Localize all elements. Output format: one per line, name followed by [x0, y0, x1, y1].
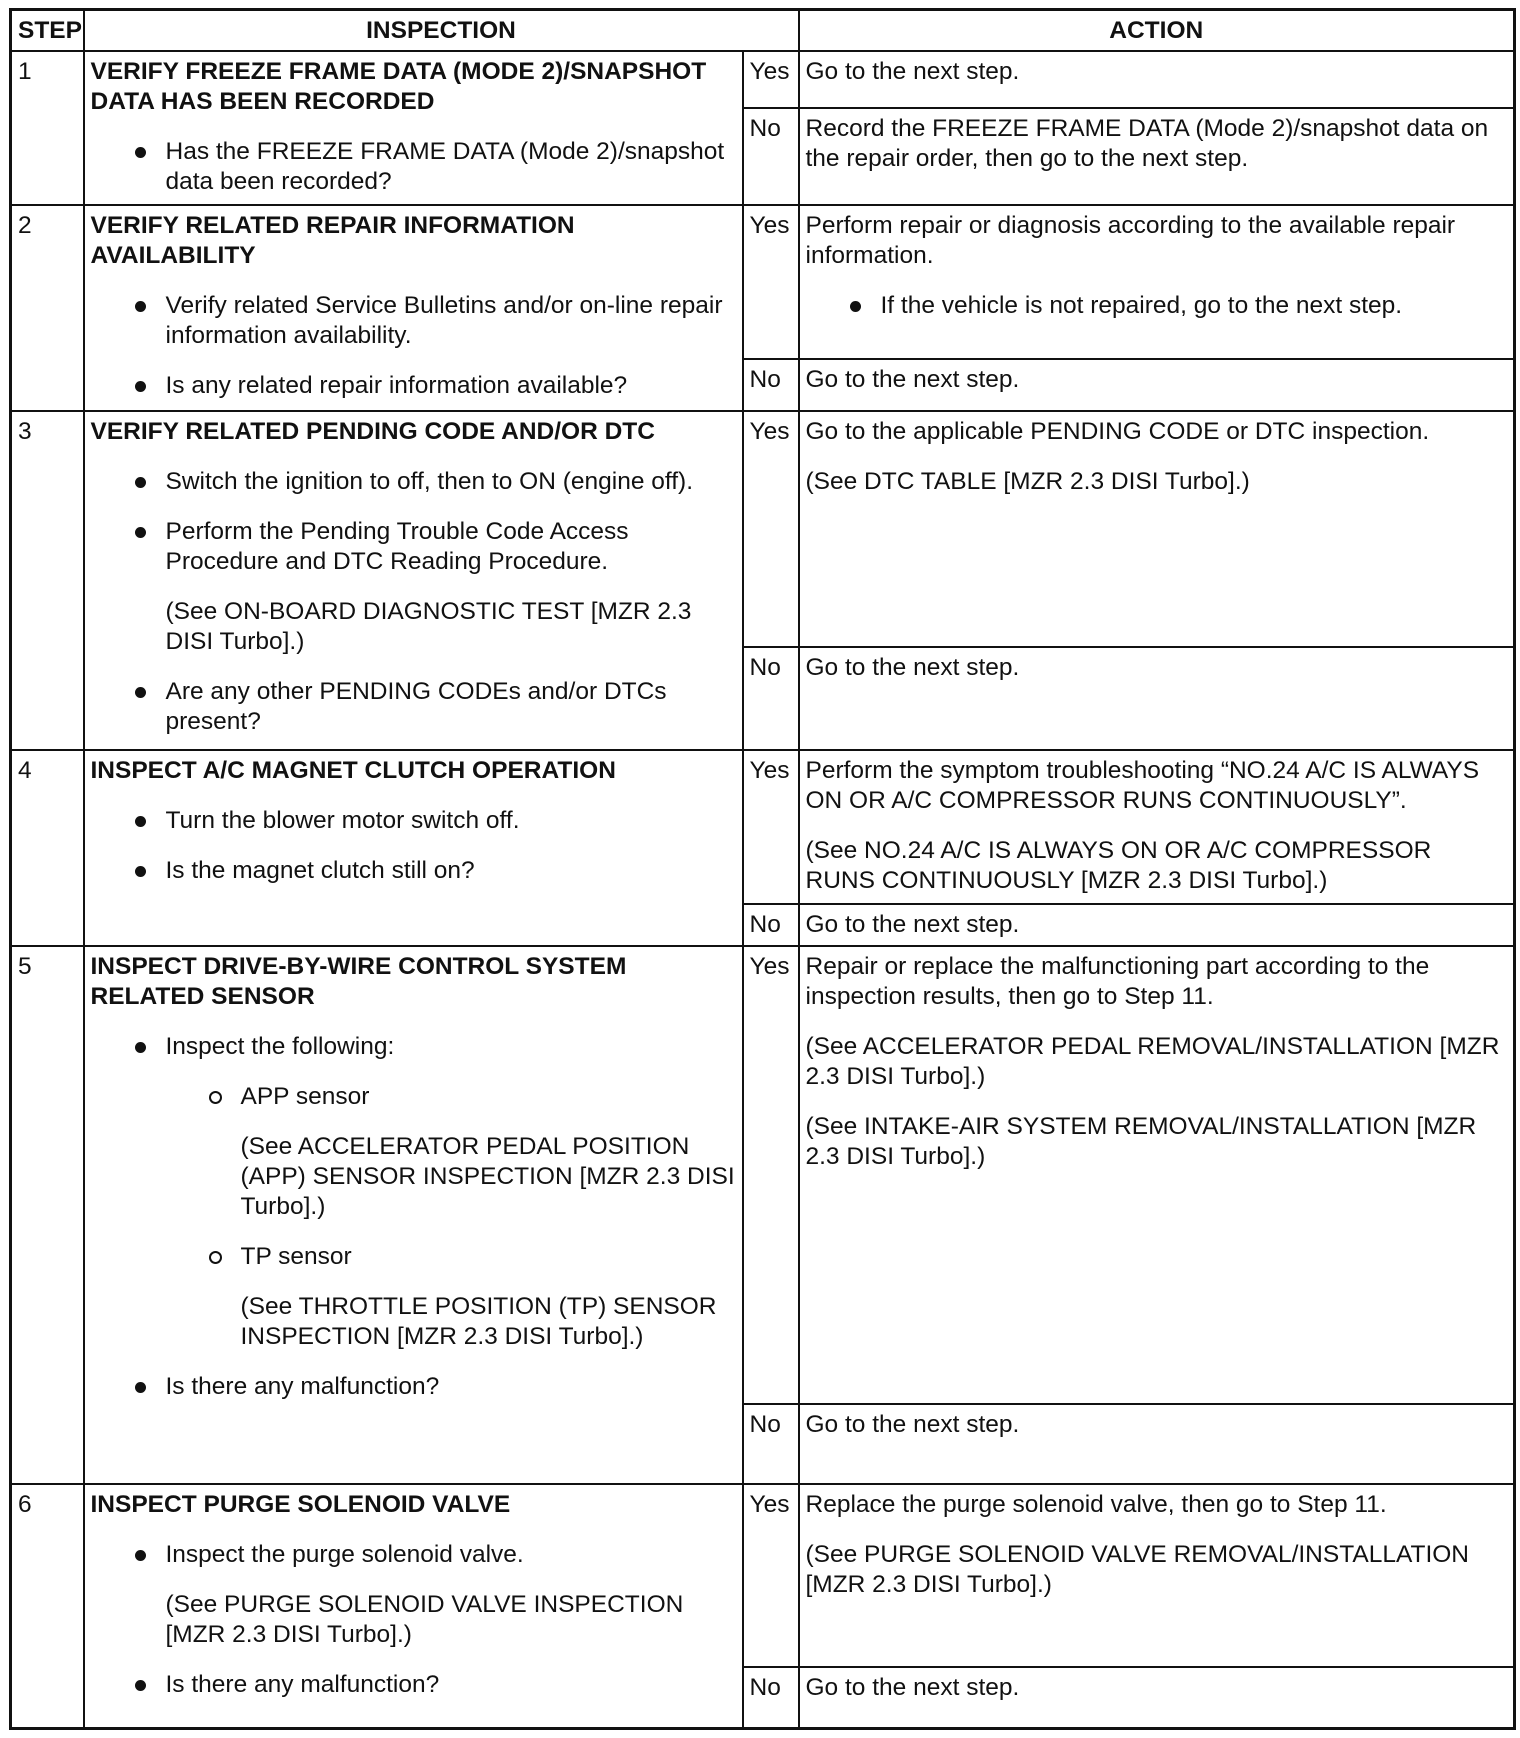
action-note: (See NO.24 A/C IS ALWAYS ON OR A/C COMPRESSOR RUNS CONTINUOUSLY [MZR 2.3 DISI Turbo].) [805, 836, 1432, 894]
inspection-bullet: Verify related Service Bulletins and/or on-line repair information availability. [91, 291, 736, 351]
yes-action-cell [799, 946, 1515, 1404]
inspection-bullet: Perform the Pending Trouble Code Access Procedure and DTC Reading Procedure. [91, 517, 736, 577]
step-5-yes-row [11, 946, 1515, 1404]
step-inspection-cell [84, 205, 743, 411]
action-text: Go to the applicable PENDING CODE or DTC inspection. [805, 418, 1430, 446]
no-label: No [743, 1667, 799, 1728]
action-text: Repair or replace the malfunctioning part according to the inspection results, then go to Step 11. [805, 952, 1430, 1010]
action-note: (See DTC TABLE [MZR 2.3 DISI Turbo].) [805, 468, 1250, 496]
action-text: Go to the next step. [805, 1674, 1020, 1702]
step-4-yes-row [11, 750, 1515, 904]
yes-action-cell [799, 411, 1515, 647]
inspection-bullet: Has the FREEZE FRAME DATA (Mode 2)/snapshot data been recorded? [91, 137, 736, 197]
yes-label: Yes [743, 946, 799, 1404]
header-inspection: INSPECTION [84, 10, 799, 52]
no-action-cell [799, 647, 1515, 749]
no-action-cell [799, 904, 1515, 946]
inspection-bullet: Turn the blower motor switch off. [91, 806, 736, 836]
no-action-cell [799, 1667, 1515, 1728]
action-text: Go to the next step. [805, 1411, 1020, 1439]
yes-label: Yes [743, 205, 799, 359]
action-text: Go to the next step. [805, 654, 1020, 682]
inspection-bullet: Switch the ignition to off, then to ON (engine off). [91, 467, 736, 497]
no-label: No [743, 904, 799, 946]
action-text: Go to the next step. [805, 911, 1020, 939]
inspection-note: (See ON-BOARD DIAGNOSTIC TEST [MZR 2.3 DISI Turbo].) [165, 598, 692, 656]
action-note: (See PURGE SOLENOID VALVE REMOVAL/INSTALLATION [MZR 2.3 DISI Turbo].) [805, 1540, 1469, 1598]
header-step: STEP [11, 10, 84, 52]
step-title: VERIFY FREEZE FRAME DATA (MODE 2)/SNAPSHOT DATA HAS BEEN RECORDED [90, 58, 707, 115]
action-text: Perform the symptom troubleshooting “NO.24 A/C IS ALWAYS ON OR A/C COMPRESSOR RUNS CONTINUOUSLY”. [805, 756, 1480, 814]
step-6-yes-row [11, 1484, 1515, 1667]
diagnostic-procedure-table [9, 8, 1516, 1730]
no-action-cell [799, 108, 1515, 206]
step-number: 6 [11, 1484, 84, 1729]
inspection-bullet: Is any related repair information available? [91, 371, 736, 401]
yes-action-cell [799, 750, 1515, 904]
header-action: ACTION [799, 10, 1515, 52]
inspection-bullet: Is the magnet clutch still on? [91, 856, 736, 886]
yes-action-cell [799, 51, 1515, 108]
action-note: (See INTAKE-AIR SYSTEM REMOVAL/INSTALLATION [MZR 2.3 DISI Turbo].) [805, 1112, 1477, 1170]
step-number: 5 [11, 946, 84, 1484]
no-label: No [743, 359, 799, 411]
no-label: No [743, 647, 799, 749]
action-text: Perform repair or diagnosis according to the available repair information. [805, 212, 1456, 270]
yes-label: Yes [743, 1484, 799, 1667]
step-inspection-cell [84, 51, 743, 205]
step-title: INSPECT DRIVE-BY-WIRE CONTROL SYSTEM RELATED SENSOR [90, 952, 627, 1010]
no-action-cell [799, 359, 1515, 411]
yes-action-cell [799, 1484, 1515, 1667]
step-title: VERIFY RELATED REPAIR INFORMATION AVAILABILITY [90, 212, 575, 270]
step-number: 2 [11, 205, 84, 411]
yes-label: Yes [743, 51, 799, 108]
action-text: Record the FREEZE FRAME DATA (Mode 2)/snapshot data on the repair order, then go to the next step. [805, 114, 1489, 172]
inspection-bullet: Are any other PENDING CODEs and/or DTCs present? [91, 677, 736, 737]
no-action-cell [799, 1404, 1515, 1484]
step-1-yes-row [11, 51, 1515, 108]
step-inspection-cell [84, 1484, 743, 1729]
no-label: No [743, 108, 799, 206]
step-title: INSPECT A/C MAGNET CLUTCH OPERATION [90, 756, 616, 784]
inspection-bullet: Is there any malfunction? [91, 1670, 736, 1700]
action-bullet: If the vehicle is not repaired, go to the next step. [806, 291, 1508, 321]
inspection-bullet: Is there any malfunction? [91, 1372, 736, 1402]
step-2-yes-row [11, 205, 1515, 359]
inspection-bullet: Inspect the following: [91, 1032, 736, 1062]
inspection-subitem: TP sensor [91, 1242, 736, 1272]
header-row [11, 10, 1515, 52]
step-inspection-cell [84, 946, 743, 1484]
action-text: Replace the purge solenoid valve, then go to Step 11. [805, 1490, 1387, 1518]
inspection-subnote: (See THROTTLE POSITION (TP) SENSOR INSPECTION [MZR 2.3 DISI Turbo].) [240, 1292, 717, 1350]
step-inspection-cell [84, 411, 743, 750]
inspection-note: (See PURGE SOLENOID VALVE INSPECTION [MZR 2.3 DISI Turbo].) [165, 1590, 684, 1648]
step-number: 3 [11, 411, 84, 750]
step-title: VERIFY RELATED PENDING CODE AND/OR DTC [90, 418, 655, 446]
step-title: INSPECT PURGE SOLENOID VALVE [90, 1490, 511, 1518]
inspection-bullet: Inspect the purge solenoid valve. [91, 1540, 736, 1570]
step-number: 4 [11, 750, 84, 946]
action-text: Go to the next step. [805, 58, 1020, 85]
action-note: (See ACCELERATOR PEDAL REMOVAL/INSTALLATION [MZR 2.3 DISI Turbo].) [805, 1032, 1500, 1090]
step-number: 1 [11, 51, 84, 205]
action-text: Go to the next step. [805, 366, 1020, 394]
inspection-subitem: APP sensor [91, 1082, 736, 1112]
yes-action-cell [799, 205, 1515, 359]
inspection-subnote: (See ACCELERATOR PEDAL POSITION (APP) SENSOR INSPECTION [MZR 2.3 DISI Turbo].) [240, 1132, 735, 1220]
step-3-yes-row [11, 411, 1515, 647]
diagnostic-page [9, 8, 1513, 1730]
step-inspection-cell [84, 750, 743, 946]
no-label: No [743, 1404, 799, 1484]
yes-label: Yes [743, 750, 799, 904]
yes-label: Yes [743, 411, 799, 647]
